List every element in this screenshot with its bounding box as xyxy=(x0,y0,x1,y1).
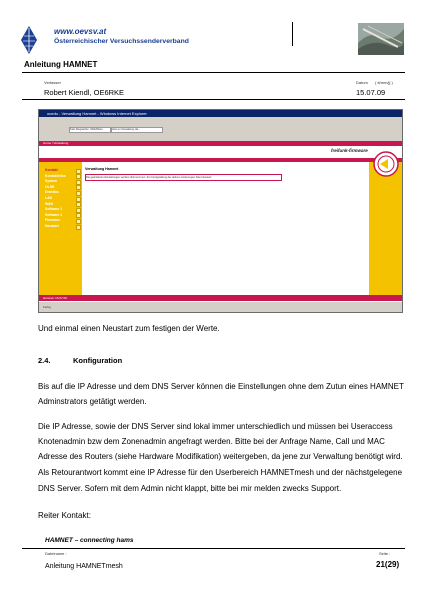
nav-item[interactable]: WAN xyxy=(45,201,53,206)
window-title: ocedu - Verwaltung Hamnet - Windows Internet Explorer xyxy=(47,111,147,116)
nav-bullet-icon xyxy=(76,185,81,190)
nav-item[interactable]: Neustart xyxy=(45,224,59,228)
para2-line: Knotenadmin bzw dem Zonenadmin angefragt werden. Bitte bei der Anfrage Name, Call und MAC xyxy=(38,437,385,446)
section-title: Konfiguration xyxy=(73,356,123,365)
section-number: 2.4. xyxy=(38,356,51,365)
site-url: www.oevsv.at xyxy=(54,27,107,36)
nav-item[interactable]: Kontakt xyxy=(45,168,58,172)
para2-line: DNS Server. Sofern mit dem Admin nicht klappt, bitte bei mir melden zwecks Support. xyxy=(38,484,342,493)
nav-bullet-icon xyxy=(76,208,81,213)
meta-rule xyxy=(22,99,405,100)
nav-item[interactable]: Firmware xyxy=(45,218,61,223)
browser-tab[interactable]: Fast Wegwerfen: OE6ADtoo xyxy=(69,127,111,133)
brand-text: freifunk-firmware xyxy=(331,148,368,153)
nav-item[interactable]: Drahtlos xyxy=(45,190,59,195)
document-date: 15.07.09 xyxy=(356,88,386,97)
organisation-name: Österreichischer Versuchssenderverband xyxy=(54,38,189,45)
embedded-browser-screenshot xyxy=(38,109,403,313)
content-title: Verwaltung Hamnet xyxy=(85,167,119,171)
footer-filename: Anleitung HAMNETmesh xyxy=(45,563,123,570)
nav-bullet-icon xyxy=(76,219,81,224)
document-title: Anleitung HAMNET xyxy=(24,60,98,69)
footer-title: HAMNET – connecting hams xyxy=(45,537,134,544)
para1-line: Adminstrators getätigt werden. xyxy=(38,397,147,406)
author-label: Verfasser xyxy=(44,80,61,85)
nav-item[interactable]: System xyxy=(45,179,58,184)
bottom-bar xyxy=(39,295,402,301)
nav-item[interactable]: Kontaktinfos xyxy=(45,173,66,178)
header-divider xyxy=(292,22,293,46)
freifunk-logo-icon xyxy=(372,150,400,178)
nav-bullet-icon xyxy=(76,174,81,179)
para1-line: Bis auf die IP Adresse und dem DNS Server können die Einstellungen ohne dem Zutun eines HAMNET xyxy=(38,382,404,391)
nav-bullet-icon xyxy=(76,169,81,174)
reiter-kontakt-label: Reiter Kontakt: xyxy=(38,511,91,520)
para2-line: Adresse des Routers (siehe Hardware Modifikation) weitergeben, da jene zur Verwaltung benötigt wird. xyxy=(38,452,403,461)
nav-item[interactable]: LAN xyxy=(45,196,52,200)
header-rule xyxy=(22,72,405,73)
nav-bullet-icon xyxy=(76,191,81,196)
intro-paragraph: Und einmal einen Neustart zum festigen der Werte. xyxy=(38,324,220,333)
nav-bullet-icon xyxy=(76,202,81,207)
right-panel xyxy=(369,162,402,295)
page-label: Seite : xyxy=(379,551,391,556)
nav-bullet-icon xyxy=(76,225,81,230)
status-text: Fertig xyxy=(43,305,51,309)
para2-line: Als Retourantwort kommt eine IP Adresse für den Userbereich HAMNETmesh und der nächstgelegene xyxy=(38,468,403,477)
nav-bullet-icon xyxy=(76,213,81,218)
antenna-mast-logo-icon xyxy=(20,26,38,54)
date-hint: ( tt/mm/jj ) xyxy=(375,80,393,85)
date-label: Datum xyxy=(356,80,368,85)
nav-item[interactable]: OLSR xyxy=(45,184,55,189)
content-notice: Die geänderten Einstellungen werden übernommen. Zur Fertigstellung der aktiven Änderungen bitte Neustart xyxy=(85,174,282,181)
page-number: 21(29) xyxy=(376,560,400,569)
nav-bullet-icon xyxy=(76,197,81,202)
route-text: Home / Verwaltung xyxy=(43,141,69,145)
filename-label: Dateiname : xyxy=(45,551,67,556)
browser-tab-active[interactable]: Hort en Verwaltung Ha... xyxy=(111,127,163,133)
header-photo-icon xyxy=(358,23,404,55)
window-title-bar xyxy=(39,110,402,117)
author-name: Robert Kiendl, OE6RKE xyxy=(44,88,125,97)
status-bar xyxy=(39,302,402,312)
nav-bullet-icon xyxy=(76,180,81,185)
nav-item[interactable]: Software 2 xyxy=(45,212,63,217)
nav-item[interactable]: Software 1 xyxy=(45,207,63,212)
footer-rule xyxy=(22,548,405,549)
para2-line: Die IP Adresse, sowie der DNS Server sind lokal immer unterschiedlich und müssen bei Useraccess xyxy=(38,422,393,431)
bottom-bar-text: Hamnet: 15.07.09 xyxy=(43,296,67,300)
brand-stripe xyxy=(39,158,402,162)
